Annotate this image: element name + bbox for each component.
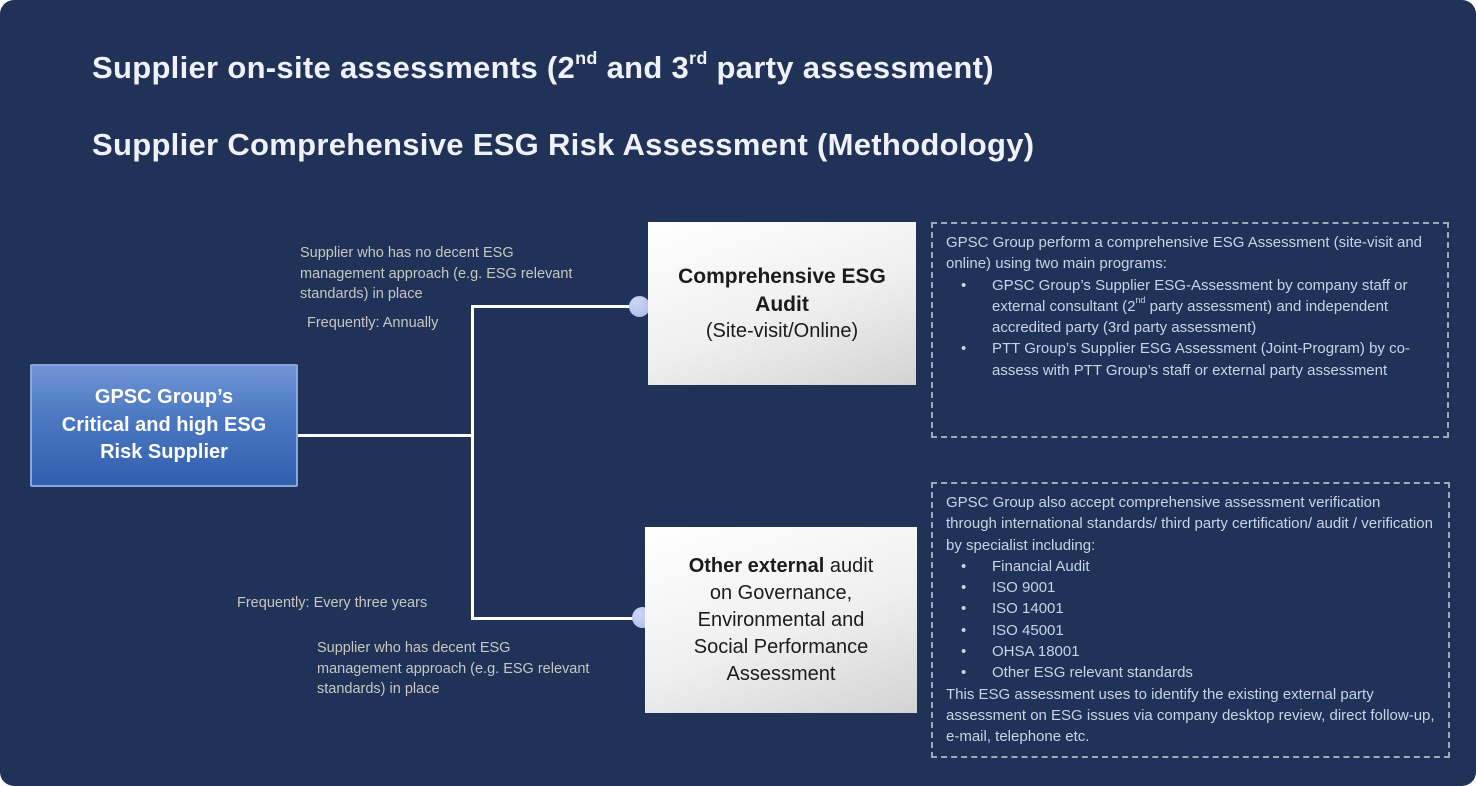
node-bottom-line1 — [689, 553, 874, 580]
bottom-condition-line1: Supplier who has decent ESG — [317, 640, 511, 656]
comprehensive-esg-audit-node — [648, 222, 916, 385]
top-bullet1-post: party assessment) and independent accredited party (3rd party assessment) — [992, 297, 1389, 337]
title1-pre: Supplier on-site assessments (2 — [92, 50, 576, 85]
bottom-detail-bullet-financial-audit: • Financial Audit — [946, 556, 1435, 577]
top-branch-condition — [300, 243, 572, 305]
node-bottom-line4: Social Performance — [693, 635, 869, 658]
root-label-line2: Critical and high ESG — [61, 413, 267, 436]
bottom-detail-bullet-iso45001: • ISO 45001 — [946, 620, 1435, 641]
root-supplier-box — [30, 364, 298, 487]
connector-root-horizontal — [298, 434, 472, 437]
top-detail-bullet2: • PTT Group’s Supplier ESG Assessment (Joint-Program) by co-assess with PTT Group’s staff or external party assessment — [946, 338, 1434, 381]
node-bottom-line3: Environmental and — [697, 608, 865, 631]
top-detail-box — [931, 222, 1449, 438]
title1-sup-rd: rd — [689, 47, 708, 68]
top-condition-line1: Supplier who has no decent ESG — [300, 245, 514, 261]
bottom-branch-condition — [317, 638, 589, 700]
bottom-branch-frequency: Frequently: Every three years — [237, 595, 428, 611]
top-condition-line3: standards) in place — [300, 286, 423, 303]
node-bottom-line2: on Governance, — [709, 581, 853, 604]
bottom-detail-intro: GPSC Group also accept comprehensive assessment verification through international standards/ third party certification/ audit / verification by specialist including: — [946, 494, 1433, 554]
bottom-detail-bullet-other-esg: • Other ESG relevant standards — [946, 662, 1435, 683]
top-detail-bullet1 — [946, 275, 1434, 339]
node-bottom-line1-rest: audit — [824, 554, 874, 577]
node-bottom-line1-bold: Other external — [688, 554, 825, 577]
connector-vertical — [471, 305, 474, 620]
title1-mid: and 3 — [597, 50, 690, 85]
root-label-line3: Risk Supplier — [100, 441, 228, 464]
other-external-audit-node — [645, 527, 917, 713]
connector-dot-top — [629, 296, 650, 317]
node-bottom-line5: Assessment — [726, 662, 836, 685]
top-bullet1-sup: nd — [1135, 295, 1146, 306]
bottom-detail-bullet-iso9001: • ISO 9001 — [946, 577, 1435, 598]
top-bullet1-pre: GPSC Group’s Supplier ESG-Assessment by company staff or external consultant (2 — [992, 276, 1408, 315]
connector-bottom-horizontal — [471, 617, 641, 620]
page-title-line1 — [92, 47, 994, 86]
bottom-condition-line3: standards) in place — [317, 681, 440, 698]
page-title-line2: Supplier Comprehensive ESG Risk Assessment (Methodology) — [92, 127, 1035, 162]
root-label-line1: GPSC Group’s — [94, 386, 234, 409]
node-top-title-line2: Audit — [755, 292, 809, 316]
bottom-condition-line2: management approach (e.g. ESG relevant — [317, 660, 590, 677]
node-top-subtitle: (Site-visit/Online) — [705, 319, 859, 342]
top-detail-intro: GPSC Group perform a comprehensive ESG Assessment (site-visit and online) using two main programs: — [946, 234, 1423, 273]
top-condition-line2: management approach (e.g. ESG relevant — [300, 265, 573, 282]
connector-top-horizontal — [471, 305, 641, 308]
node-top-title-line1: Comprehensive ESG — [678, 265, 886, 289]
bottom-detail-bullet-iso14001: • ISO 14001 — [946, 598, 1435, 619]
bottom-detail-bullet-ohsa18001: • OHSA 18001 — [946, 641, 1435, 662]
title1-post: party assessment) — [707, 50, 994, 85]
top-branch-frequency: Frequently: Annually — [307, 315, 439, 331]
title1-sup-nd: nd — [575, 47, 598, 68]
bottom-detail-outro: This ESG assessment uses to identify the existing external party assessment on ESG issues via company desktop review, direct follow-up, e-mail, telephone etc. — [946, 685, 1435, 746]
bottom-detail-box — [931, 482, 1450, 758]
